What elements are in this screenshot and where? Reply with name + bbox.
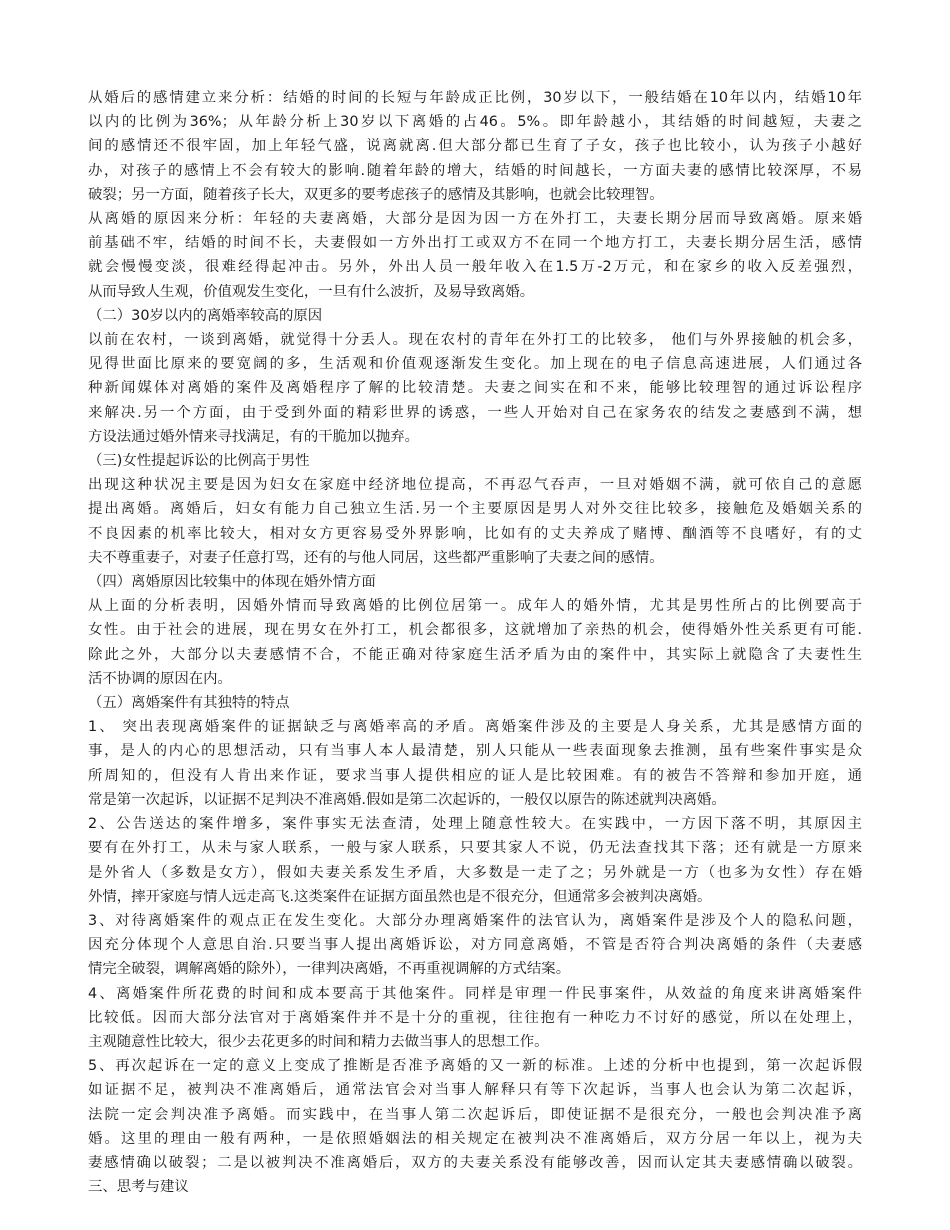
text-line: 法院一定会判决准予离婚。而实践中，在当事人第二次起诉后，即使证据不是很充分，一般也会判决准予离	[88, 1106, 862, 1123]
text-line: （二）30岁以内的离婚率较高的原因	[88, 307, 323, 324]
text-line: 事，是人的内心的思想活动，只有当事人本人最清楚，别人只能从一些表面现象去推测，虽有些案件事实是众	[88, 743, 862, 760]
text-line: 见得世面比原来的要宽阔的多，生活观和价值观逐渐发生变化。加上现在的电子信息高速进展，人们通过各	[88, 356, 862, 373]
text-line: 出现这种状况主要是因为妇女在家庭中经济地位提高，不再忍气吞声，一旦对婚姻不满，就可依自己的意愿	[88, 477, 862, 494]
text-line: 外情，摔开家庭与情人远走高飞.这类案件在证据方面虽然也是不很充分，但通常多会被判决离婚。	[88, 888, 712, 905]
text-line: 不良因素的机率比较大，相对女方更容易受外界影响，比如有的丈夫养成了赌博、酗酒等不良嗜好，有的丈	[88, 525, 862, 542]
text-line: 所周知的，但没有人肯出来作证，要求当事人提供相应的证人是比较困难。有的被告不答辩和参加开庭，通	[88, 767, 862, 784]
text-line: 1、 突出表现离婚案件的证据缺乏与离婚率高的矛盾。离婚案件涉及的主要是人身关系，尤其是感情方面的	[88, 719, 862, 736]
text-line: 活不协调的原因在内。	[88, 670, 232, 687]
text-line: （五）离婚案件有其独特的特点	[88, 695, 290, 712]
text-line: 2、公告送达的案件增多，案件事实无法查清，处理上随意性较大。在实践中，一方因下落不明，其原因主	[88, 816, 862, 833]
text-line: 方设法通过婚外情来寻找满足，有的干脆加以抛弃。	[88, 428, 419, 445]
text-line: 因充分体现个人意思自治.只要当事人提出离婚诉讼，对方同意离婚，不管是否符合判决离婚的条件（夫妻感	[88, 937, 862, 954]
text-line: （三)女性提起诉讼的比例高于男性	[88, 453, 310, 470]
text-line: 前基础不牢，结婚的时间不长，夫妻假如一方外出打工或双方不在同一个地方打工，夫妻长期分居生活，感情	[88, 235, 862, 252]
text-line: 主观随意性比较大，很少去花更多的时间和精力去做当事人的思想工作。	[88, 1033, 549, 1050]
text-line: （四）离婚原因比较集中的体现在婚外情方面	[88, 574, 376, 591]
text-line: 5、再次起诉在一定的意义上变成了推断是否准予离婚的又一新的标准。上述的分析中也提到，第一次起诉假	[88, 1058, 862, 1075]
text-line: 以内的比例为36%；从年龄分析上30岁以下离婚的占46。5%。即年龄越小，其结婚的时间越短，夫妻之	[88, 114, 862, 131]
document-body	[88, 86, 862, 1199]
text-line: 夫不尊重妻子，对妻子任意打骂，还有的与他人同居，这些都严重影响了夫妻之间的感情。	[88, 549, 664, 566]
text-line: 要有在外打工，从未与家人联系，一般与家人联系，只要其家人不说，仍无法查找其下落；还有就是一方原来	[88, 840, 862, 857]
text-line: 除此之外，大部分以夫妻感情不合，不能正确对待家庭生活矛盾为由的案件中，其实际上就隐含了夫妻性生	[88, 646, 862, 663]
text-line: 种新闻媒体对离婚的案件及离婚程序了解的比较清楚。夫妻之间实在和不来，能够比较理智的通过诉讼程序	[88, 380, 862, 397]
text-line: 是外省人（多数是女方），假如夫妻关系发生矛盾，大多数是一走了之；另外就是一方（也多为女性）存在婚	[88, 864, 862, 881]
text-line: 从离婚的原因来分析：年轻的夫妻离婚，大部分是因为因一方在外打工，夫妻长期分居而导致离婚。原来婚	[88, 211, 862, 228]
text-line: 妻感情确以破裂；二是以被判决不准离婚后，双方的夫妻关系没有能够改善，因而认定其夫妻感情确以破裂。	[88, 1154, 862, 1171]
text-line: 婚。这里的理由一般有两种，一是依照婚姻法的相关规定在被判决不准离婚后，双方分居一年以上，视为夫	[88, 1130, 862, 1147]
text-line: 间的感情还不很牢固，加上年轻气盛，说离就离.但大部分都已生育了子女，孩子也比较小，认为孩子小越好	[88, 138, 862, 155]
text-line: 3、对待离婚案件的观点正在发生变化。大部分办理离婚案件的法官认为，离婚案件是涉及个人的隐私问题，	[88, 912, 862, 929]
text-line: 破裂；另一方面，随着孩子长大，双更多的要考虑孩子的感情及其影响，也就会比较理智。	[88, 186, 664, 203]
text-line: 从而导致人生观，价值观发生变化，一旦有什么波折，及易导致离婚。	[88, 283, 535, 300]
text-line: 从上面的分析表明，因婚外情而导致离婚的比例位居第一。成年人的婚外情，尤其是男性所占的比例要高于	[88, 598, 862, 615]
text-line: 4、离婚案件所花费的时间和成本要高于其他案件。同样是审理一件民事案件，从效益的角度来讲离婚案件	[88, 985, 862, 1002]
text-line: 女性。由于社会的进展，现在男女在外打工，机会都很多，这就增加了亲热的机会，使得婚外性关系更有可能.	[88, 622, 862, 639]
text-line: 比较低。因而大部分法官对于离婚案件并不是十分的重视，往往抱有一种吃力不讨好的感觉，所以在处理上，	[88, 1009, 862, 1026]
text-line: 常是第一次起诉，以证据不足判决不准离婚.假如是第二次起诉的，一般仅以原告的陈述就判决离婚。	[88, 791, 726, 808]
text-line: 如证据不足，被判决不准离婚后，通常法官会对当事人解释只有等下次起诉，当事人也会认为第二次起诉，	[88, 1082, 862, 1099]
text-line: 就会慢慢变淡，很难经得起冲击。另外，外出人员一般年收入在1.5万-2万元，和在家乡的收入反差强烈，	[88, 259, 862, 276]
text-line: 办，对孩子的感情上不会有较大的影响.随着年龄的增大，结婚的时间越长，一方面夫妻的感情比较深厚，不易	[88, 162, 862, 179]
text-line: 提出离婚。离婚后，妇女有能力自己独立生活.另一个主要原因是男人对外交往比较多，接触危及婚姻关系的	[88, 501, 862, 518]
text-line: 三、思考与建议	[88, 1179, 189, 1196]
text-line: 以前在农村，一谈到离婚，就觉得十分丢人。现在农村的青年在外打工的比较多， 他们与外界接触的机会多，	[88, 332, 862, 349]
text-line: 情完全破裂，调解离婚的除外），一律判决离婚，不再重视调解的方式结案。	[88, 961, 571, 978]
text-line: 来解决.另一个方面，由于受到外面的精彩世界的诱惑，一些人开始对自己在家务农的结发之妻感到不满，想	[88, 404, 862, 421]
text-line: 从婚后的感情建立来分析：结婚的时间的长短与年龄成正比例，30岁以下，一般结婚在10年以内，结婚10年	[88, 90, 862, 106]
